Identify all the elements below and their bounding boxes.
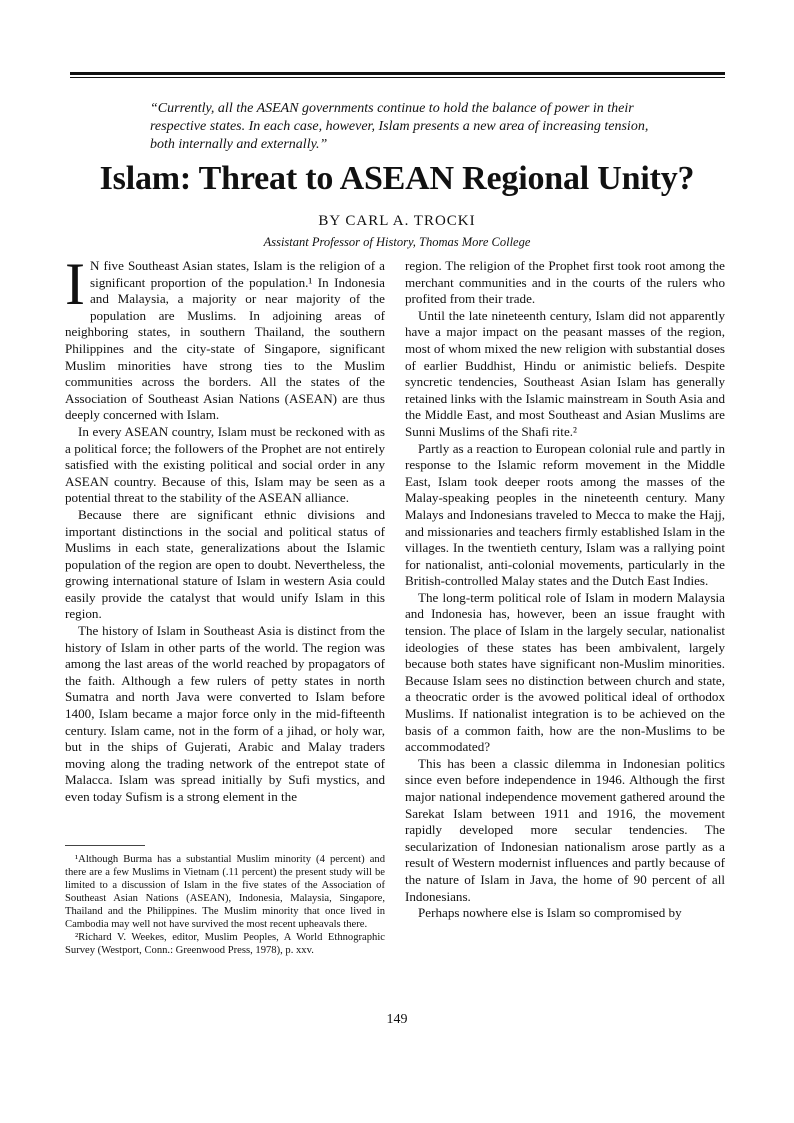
footnote-2: ²Richard V. Weekes, editor, Muslim Peoples, A World Ethnographic Survey (Westport, Conn.: Greenwood Press, 1978), p. xxv. bbox=[65, 932, 385, 956]
paragraph bbox=[65, 251, 385, 424]
right-column bbox=[405, 258, 725, 922]
paragraph: This has been a classic dilemma in Indonesian politics since even before independence in 1946. Although the first major national independence movement gathered around the Sarekat Islam between 1911 and 1916, the movement rapidly developed more secular tendencies. The secularization of Indonesian nationalism arose partly as a result of Western modernist influences and partly because of the nature of Islam in Java, the home of 90 percent of all Indonesians. bbox=[405, 755, 725, 904]
author-affiliation: Assistant Professor of History, Thomas More College bbox=[263, 235, 531, 249]
left-column bbox=[65, 251, 385, 806]
paragraph: In every ASEAN country, Islam must be reckoned with as a political force; the followers of the Prophet are not entirely satisfied with the existing political and social order in any ASEAN country. Because of this, Islam may be seen as a potential threat to the stability of the ASEAN alliance. bbox=[65, 423, 385, 506]
article-title: Islam: Threat to ASEAN Regional Unity? bbox=[99, 160, 695, 197]
paragraph: Partly as a reaction to European colonial rule and partly in response to the Islamic reform movement in the Middle East, Islam took deeper roots among the masses of the Malay-speaking peoples in the nineteenth century. Many Malays and Indonesians traveled to Mecca to make the Hajj, and missionaries and teachers firmly established Islam in the villages. In the twentieth century, Islam was a rallying point for nationalist, anti-colonial movements, particularly in the British-controlled Malay states and the Dutch East Indies. bbox=[405, 440, 725, 589]
paragraph: Because there are significant ethnic divisions and important distinctions in the social and political status of Muslims in each state, generalizations about the Islamic population of the region are open to doubt. Nevertheless, the growing international stature of Islam in western Asia could easily provide the catalyst that would unify Islam in this region. bbox=[65, 506, 385, 622]
header-rule bbox=[70, 72, 725, 75]
footnote-divider bbox=[65, 845, 145, 846]
header-rule-thin bbox=[70, 77, 725, 78]
drop-cap: I bbox=[65, 251, 85, 317]
paragraph-text: N five Southeast Asian states, Islam is the religion of a significant proportion of the population.¹ In Indonesia and Malaysia, a majority or near majority of the population are Muslims. In adjoining areas of neighboring states, in southern Thailand, the southern Philippines and the city-state of Singapore, significant Muslim minorities have strong ties to the Muslim communities across the borders. All the states of the Association of Southeast Asian Nations (ASEAN) are thus deeply concerned with Islam. bbox=[65, 258, 385, 423]
author-byline: BY CARL A. TROCKI bbox=[318, 213, 476, 229]
paragraph: Until the late nineteenth century, Islam did not apparently have a major impact on the peasant masses of the region, most of whom mixed the new religion with substantial doses of earlier Buddhist, Hindu or animistic beliefs. Despite syncretic tendencies, Southeast Asian Islam has generally retained links with the Islamic mainstream in South Asia and the Middle East, and most Southeast and Asian Muslims are Sunni Muslims of the Shafi rite.² bbox=[405, 307, 725, 439]
page-number: 149 bbox=[386, 1012, 408, 1027]
footnote-1: ¹Although Burma has a substantial Muslim minority (4 percent) and there are a few Muslims in Vietnam (.11 percent) the present study will be limited to a discussion of Islam in the five states of the Association of Southeast Asian Nations (ASEAN), Indonesia, Malaysia, Singapore, Thailand and the Philippines. The Muslim minority that once lived in Cambodia may well not have survived the most recent upheavals there. bbox=[65, 854, 385, 930]
paragraph: region. The religion of the Prophet first took root among the merchant communities and in the courts of the rulers who profited from their trade. bbox=[405, 258, 725, 307]
epigraph-quote: “Currently, all the ASEAN governments continue to hold the balance of power in their respective states. In each case, however, Islam presents a new area of increasing tension, both internally and externally.” bbox=[150, 101, 649, 152]
paragraph: Perhaps nowhere else is Islam so compromised by bbox=[418, 905, 682, 921]
paragraph: The long-term political role of Islam in modern Malaysia and Indonesia has, however, been an issue fraught with tension. The place of Islam in the largely secular, nationalist ideologies of these states has been ambivalent, largely because both states have significant non-Muslim minorities. Because Islam sees no distinction between church and state, a theocratic order is the avowed political ideal of orthodox Muslims. If nationalist integration is to be achieved on the basis of a common faith, how are the non-Muslims to be accommodated? bbox=[405, 589, 725, 755]
paragraph: The history of Islam in Southeast Asia is distinct from the history of Islam in other parts of the world. The region was among the last areas of the world reached by propagators of the faith. Although a few rulers of petty states in north Sumatra and north Java were converted to Islam before 1400, Islam became a major force only in the mid-fifteenth century. Islam came, not in the form of a jihad, or holy war, but in the ships of Gujerati, Arabic and Malay traders moving along the trading network of the entrepot state of Malacca. Islam was spread initially by Sufi mystics, and even today Sufism is a strong element in the bbox=[65, 623, 385, 804]
footnotes bbox=[65, 853, 385, 957]
